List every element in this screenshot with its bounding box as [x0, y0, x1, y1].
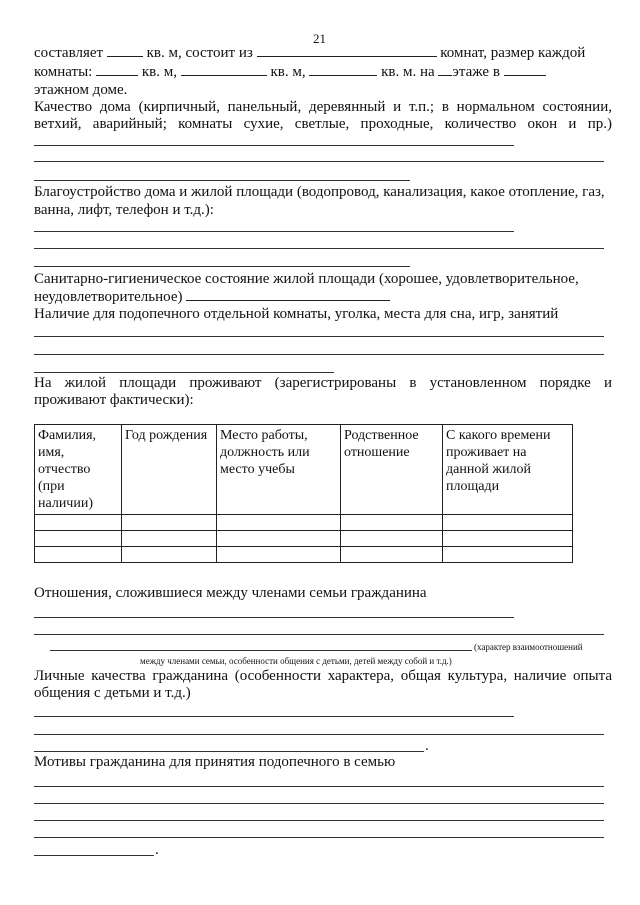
answer-line[interactable]	[34, 803, 604, 804]
room-size-blank-3[interactable]	[309, 64, 377, 76]
motives-text: Мотивы гражданина для принятия подопечного в семью	[34, 754, 396, 770]
table-cell[interactable]	[341, 515, 443, 531]
table-cell[interactable]	[217, 547, 341, 563]
header-work-place: Место работы, должность или место учебы	[217, 425, 341, 515]
answer-line[interactable]	[34, 180, 410, 181]
page-number: 21	[313, 31, 326, 46]
amenities-text-2: ванна, лифт, телефон и т.д.):	[34, 202, 214, 218]
floors-text: этажном доме.	[34, 82, 128, 98]
answer-line[interactable]	[34, 336, 604, 337]
relations-note-2: между членами семьи, особенности общения с детьми, детей между собой и т.д.)	[140, 656, 452, 666]
personal-qualities-text-2: общения с детьми и т.д.)	[34, 685, 191, 701]
room-size-blank-2[interactable]	[181, 64, 267, 76]
table-cell[interactable]	[35, 531, 122, 547]
sanitary-blank[interactable]	[186, 289, 390, 301]
sanitary-text-2	[34, 289, 390, 306]
text-fragment: кв. м, состоит из	[146, 45, 253, 61]
table-cell[interactable]	[443, 515, 573, 531]
amenities-text-1: Благоустройство дома и жилой площади (водопровод, канализация, какое отопление, газ,	[34, 184, 605, 200]
table-row	[35, 515, 573, 531]
answer-line[interactable]	[50, 650, 472, 651]
floor-blank[interactable]	[438, 64, 452, 76]
answer-line[interactable]	[34, 751, 424, 752]
table-cell[interactable]	[35, 515, 122, 531]
relations-note-1: (характер взаимоотношений	[474, 642, 583, 652]
answer-line[interactable]	[34, 617, 514, 618]
header-birth-year: Год рождения	[122, 425, 217, 515]
table-row	[35, 547, 573, 563]
answer-line[interactable]	[34, 855, 154, 856]
answer-line[interactable]	[34, 231, 514, 232]
answer-line[interactable]	[34, 820, 604, 821]
room-availability-text: Наличие для подопечного отдельной комнаты, уголка, места для сна, игр, занятий	[34, 306, 559, 322]
header-full-name: Фамилия, имя, отчество (при наличии)	[35, 425, 122, 515]
rooms-count-blank[interactable]	[257, 45, 437, 57]
table-cell[interactable]	[122, 547, 217, 563]
text-fragment: кв. м,	[270, 64, 306, 80]
text-fragment: кв. м. на	[381, 64, 435, 80]
floors-total-blank[interactable]	[504, 64, 546, 76]
house-quality-text-2: ветхий, аварийный; комнаты сухие, светлые, проходные, количество окон и пр.)	[34, 116, 612, 132]
room-sizes-line	[34, 64, 546, 81]
table-cell[interactable]	[122, 515, 217, 531]
sanitary-text-1: Санитарно-гигиеническое состояние жилой площади (хорошее, удовлетворительное,	[34, 271, 579, 287]
end-dot: .	[425, 738, 429, 754]
answer-line[interactable]	[34, 372, 334, 373]
residents-table	[34, 424, 573, 563]
header-since-when: С какого времени проживает на данной жилой площади	[443, 425, 573, 515]
answer-line[interactable]	[34, 634, 604, 635]
area-blank[interactable]	[107, 45, 143, 57]
table-row	[35, 531, 573, 547]
table-cell[interactable]	[443, 547, 573, 563]
table-header-row	[35, 425, 573, 515]
answer-line[interactable]	[34, 248, 604, 249]
text-fragment: комнаты:	[34, 64, 93, 80]
answer-line[interactable]	[34, 734, 604, 735]
table-cell[interactable]	[122, 531, 217, 547]
room-size-blank-1[interactable]	[96, 64, 138, 76]
text-fragment: составляет	[34, 45, 104, 61]
residents-text-1: На жилой площади проживают (зарегистрированы в установленном порядке и	[34, 375, 612, 391]
text-fragment: кв. м,	[141, 64, 177, 80]
family-relations-text: Отношения, сложившиеся между членами семьи гражданина	[34, 585, 427, 601]
house-quality-text-1: Качество дома (кирпичный, панельный, деревянный и т.п.; в нормальном состоянии,	[34, 99, 612, 115]
personal-qualities-text-1: Личные качества гражданина (особенности характера, общая культура, наличие опыта	[34, 668, 612, 684]
table-cell[interactable]	[341, 547, 443, 563]
housing-area-line	[34, 45, 585, 62]
end-dot: .	[155, 842, 159, 858]
answer-line[interactable]	[34, 161, 604, 162]
answer-line[interactable]	[34, 266, 410, 267]
text-fragment: неудовлетворительное)	[34, 289, 183, 305]
answer-line[interactable]	[34, 354, 604, 355]
table-cell[interactable]	[341, 531, 443, 547]
residents-text-2: проживают фактически):	[34, 392, 194, 408]
table-cell[interactable]	[35, 547, 122, 563]
answer-line[interactable]	[34, 786, 604, 787]
answer-line[interactable]	[34, 837, 604, 838]
text-fragment: этаже в	[452, 64, 500, 80]
text-fragment: комнат, размер каждой	[440, 45, 586, 61]
header-relation: Родственное отношение	[341, 425, 443, 515]
answer-line[interactable]	[34, 716, 514, 717]
table-cell[interactable]	[443, 531, 573, 547]
table-cell[interactable]	[217, 531, 341, 547]
table-cell[interactable]	[217, 515, 341, 531]
answer-line[interactable]	[34, 145, 514, 146]
